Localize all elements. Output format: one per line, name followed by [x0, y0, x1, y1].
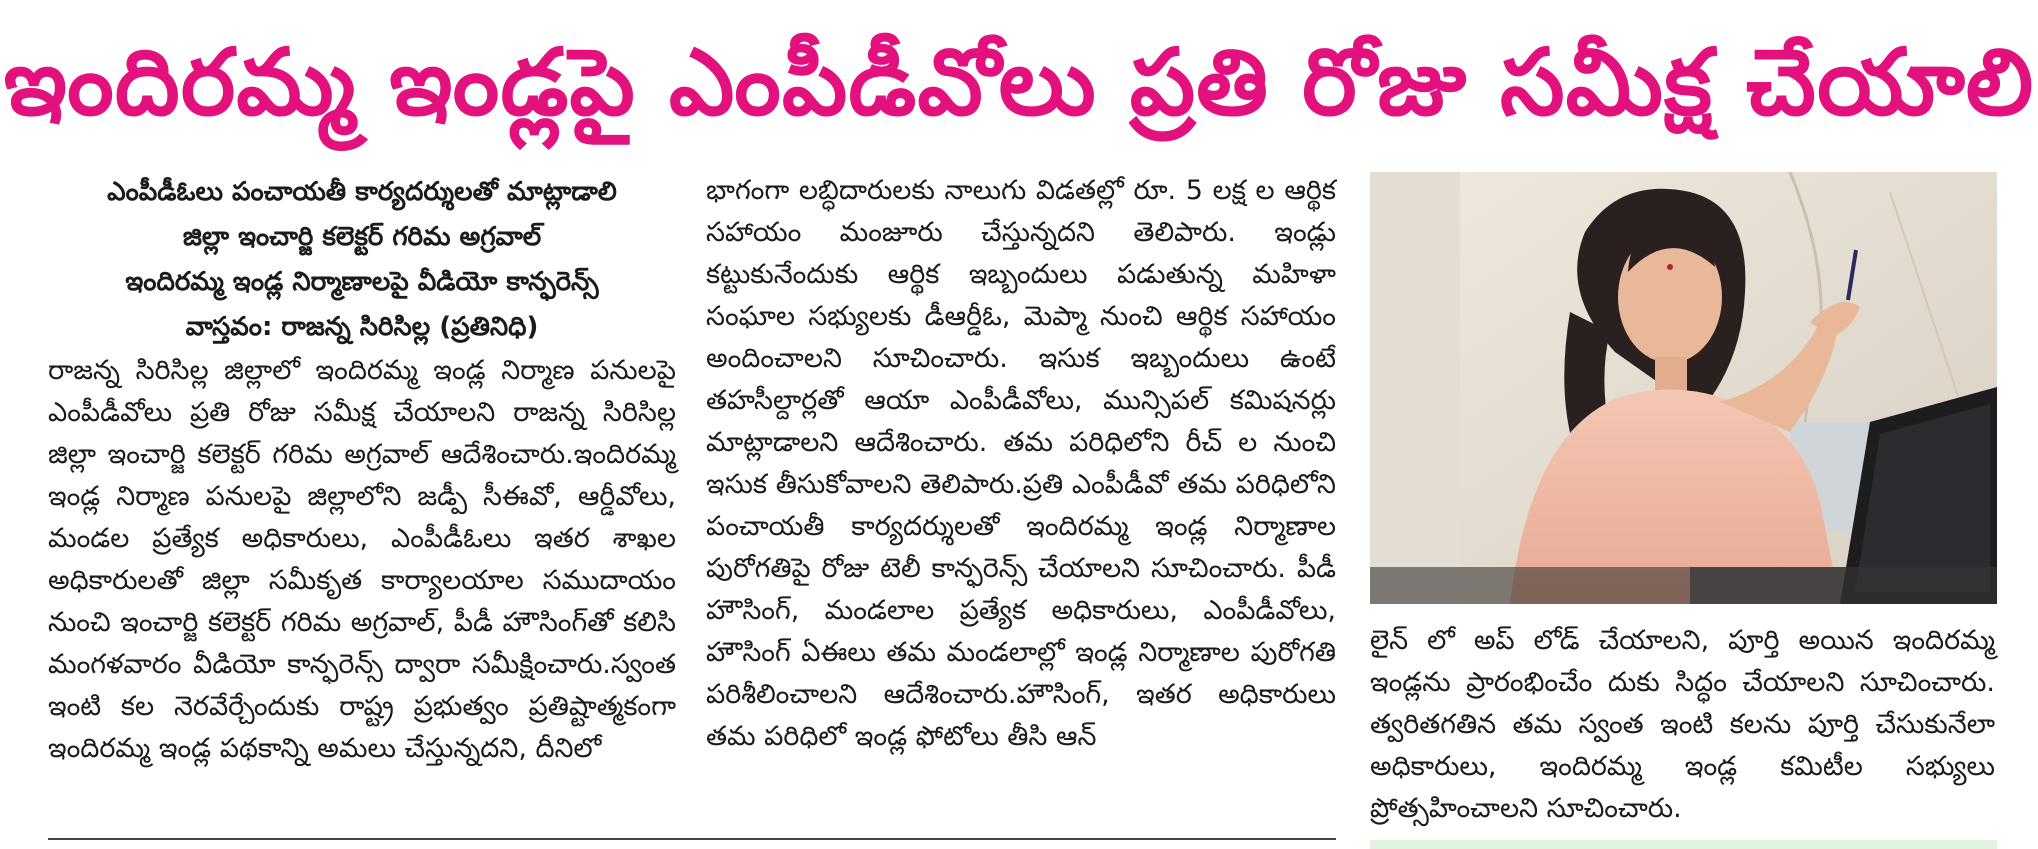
article-column-3: [1370, 620, 1995, 830]
headline: ఇందిరమ్మ ఇండ్లపై ఎంపీడీవోలు ప్రతి రోజు సమీక్ష చేయాలి: [3, 29, 2035, 136]
bottom-divider: [48, 838, 1336, 840]
photo-illustration: [1370, 172, 1997, 604]
article-column-2: [706, 170, 1336, 758]
article-column-1: [48, 170, 676, 770]
collector-photo: [1370, 172, 1997, 604]
dateline: వాస్తవం: రాజన్న సిరిసిల్ల (ప్రతినిధి): [185, 312, 539, 342]
subheading-1: ఎంపీడీఓలు పంచాయతీ కార్యదర్శులతో మాట్లాడాలి: [107, 177, 617, 207]
column-3-body: లైన్ లో అప్ లోడ్ చేయాలని, పూర్తి అయిన ఇందిరమ్మ ఇండ్లను ప్రారంభించేం దుకు సిద్ధం చేయాలని సూచించారు. త్వరితగతిన తమ స్వంత ఇంటి కలను పూర్తి చేసుకునేలా అధికారులు, ఇందిరమ్మ ఇండ్ల కమిటీల సభ్యులు ప్రోత్సహించాలని సూచించారు.: [1370, 625, 1995, 824]
next-box-edge: [1370, 840, 1997, 849]
column-2-body: భాగంగా లబ్ధిదారులకు నాలుగు విడతల్లో రూ. 5 లక్ష ల ఆర్థిక సహాయం మంజూరు చేస్తున్నదని తెలిపారు. ఇండ్లు కట్టుకునేందుకు ఆర్థిక ఇబ్బందులు పడుతున్న మహిళా సంఘాల సభ్యులకు డీఆర్డీఓ, మెప్మా నుంచి ఆర్థిక సహాయం అందించాలని సూచించారు. ఇసుక ఇబ్బందులు ఉంటే తహసీల్దార్లతో ఆయా ఎంపీడీవోలు, మున్సిపల్ కమిషనర్లు మాట్లాడాలని ఆదేశించారు. తమ పరిధిలోని రీచ్ ల నుంచి ఇసుక తీసుకోవాలని తెలిపారు.ప్రతి ఎంపీడీవో తమ పరిధిలోని పంచాయతీ కార్యదర్శులతో ఇందిరమ్మ ఇండ్ల నిర్మాణాల పురోగతిపై రోజు టెలీ కాన్ఫరెన్స్ చేయాలని సూచించారు. పీడీ హౌసింగ్, మండలాల ప్రత్యేక అధికారులు, ఎంపీడీవోలు, హౌసింగ్ ఏఈలు తమ మండలాల్లో ఇండ్ల నిర్మాణాల పురోగతి పరిశీలించాలని ఆదేశించారు.హౌసింగ్, ఇతర అధికారులు తమ పరిధిలో ఇండ్ల ఫోటోలు తీసి ఆన్: [706, 175, 1336, 752]
column-1-body: రాజన్న సిరిసిల్ల జిల్లాలో ఇందిరమ్మ ఇండ్ల నిర్మాణ పనులపై ఎంపీడీవోలు ప్రతి రోజు సమీక్ష చేయాలని రాజన్న సిరిసిల్ల జిల్లా ఇంచార్జి కలెక్టర్ గరిమ అగ్రవాల్ ఆదేశించారు.ఇందిరమ్మ ఇండ్ల నిర్మాణ పనులపై జిల్లాలోని జడ్పీ సీఈవో, ఆర్డీవోలు, మండల ప్రత్యేక అధికారులు, ఎంపీడీఓలు ఇతర శాఖల అధికారులతో జిల్లా సమీకృత కార్యాలయాల సముదాయం నుంచి ఇంచార్జి కలెక్టర్ గరిమ అగ్రవాల్, పీడీ హౌసింగ్‌తో కలిసి మంగళవారం వీడియో కాన్ఫరెన్స్ ద్వారా సమీక్షించారు.స్వంత ఇంటి కల నెరవేర్చేందుకు రాష్ట్ర ప్రభుత్వం ప్రతిష్టాత్మకంగా ఇందిరమ్మ ఇండ్ల పథకాన్ని అమలు చేస్తున్నదని, దీనిలో: [48, 355, 676, 764]
subheading-3: ఇందిరమ్మ ఇండ్ల నిర్మాణాలపై వీడియో కాన్ఫరెన్స్: [125, 267, 599, 297]
subheading-2: జిల్లా ఇంచార్జి కలెక్టర్ గరిమ అగ్రవాల్: [182, 222, 542, 252]
